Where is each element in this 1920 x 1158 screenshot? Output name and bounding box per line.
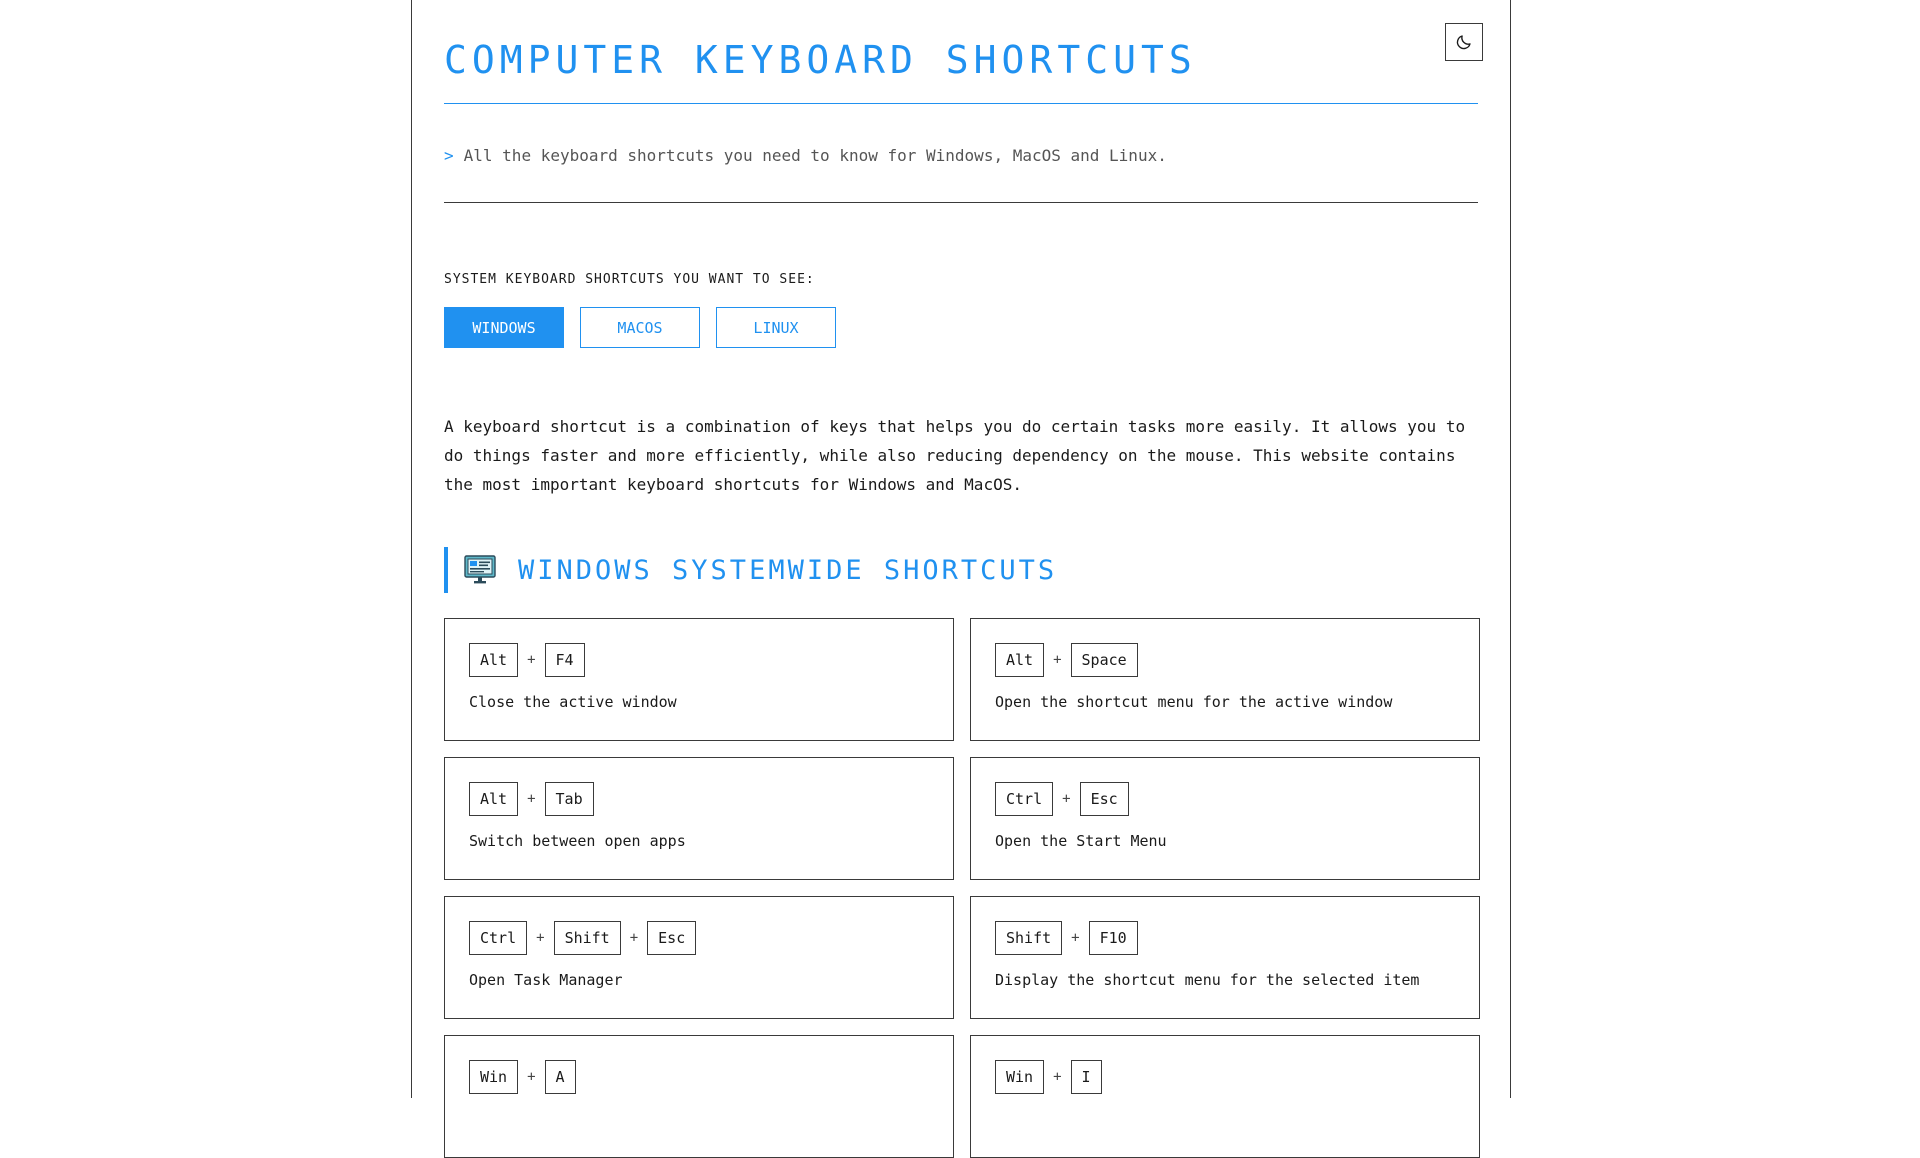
key-cap: Alt: [469, 782, 518, 816]
shortcut-description: Open the shortcut menu for the active window: [995, 693, 1393, 711]
key-cap: Esc: [1080, 782, 1129, 816]
shortcut-card: [444, 618, 954, 741]
key-cap: F10: [1089, 921, 1138, 955]
os-selector-label: SYSTEM KEYBOARD SHORTCUTS YOU WANT TO SEE:: [444, 272, 815, 287]
plus-separator: +: [1053, 1069, 1062, 1085]
key-cap: Esc: [647, 921, 696, 955]
plus-separator: +: [1053, 652, 1062, 668]
page-title: COMPUTER KEYBOARD SHORTCUTS: [444, 38, 1197, 82]
moon-icon: [1455, 33, 1473, 51]
tab-windows[interactable]: WINDOWS: [444, 307, 564, 348]
key-combination: [995, 643, 1455, 677]
key-cap: F4: [545, 643, 585, 677]
key-combination: [469, 921, 929, 955]
title-divider: [444, 103, 1478, 104]
key-cap: Win: [995, 1060, 1044, 1094]
monitor-icon: [464, 555, 496, 585]
plus-separator: +: [527, 1069, 536, 1085]
tab-macos[interactable]: MACOS: [580, 307, 700, 348]
subtitle-divider: [444, 202, 1478, 203]
plus-separator: +: [1062, 791, 1071, 807]
key-cap: Ctrl: [995, 782, 1053, 816]
shortcut-card: [970, 618, 1480, 741]
shortcut-description: Switch between open apps: [469, 832, 686, 850]
key-cap: Space: [1071, 643, 1138, 677]
shortcut-description: Open Task Manager: [469, 971, 623, 989]
plus-separator: +: [527, 791, 536, 807]
shortcut-card: [444, 896, 954, 1019]
shortcut-card: [444, 1035, 954, 1158]
plus-separator: +: [527, 652, 536, 668]
shortcut-grid: [444, 618, 1480, 1158]
theme-toggle-button[interactable]: [1445, 23, 1483, 61]
shortcut-description: Display the shortcut menu for the selected item: [995, 971, 1420, 989]
prompt-symbol: >: [444, 146, 454, 165]
shortcut-description: Close the active window: [469, 693, 677, 711]
plus-separator: +: [536, 930, 545, 946]
plus-separator: +: [1071, 930, 1080, 946]
plus-separator: +: [629, 930, 639, 946]
key-cap: Shift: [554, 921, 621, 955]
shortcut-card: [970, 896, 1480, 1019]
shortcut-description: Open the Start Menu: [995, 832, 1167, 850]
key-cap: I: [1071, 1060, 1102, 1094]
os-selector: [444, 307, 836, 348]
shortcut-card: [970, 1035, 1480, 1158]
key-cap: Alt: [469, 643, 518, 677]
key-combination: [469, 782, 929, 816]
shortcut-card: [444, 757, 954, 880]
key-cap: A: [545, 1060, 576, 1094]
key-cap: Shift: [995, 921, 1062, 955]
key-combination: [469, 643, 929, 677]
key-combination: [469, 1060, 929, 1094]
key-cap: Tab: [545, 782, 594, 816]
page-subtitle: [444, 146, 1167, 165]
section-heading: [444, 547, 1057, 593]
key-cap: Ctrl: [469, 921, 527, 955]
key-cap: Win: [469, 1060, 518, 1094]
key-combination: [995, 1060, 1455, 1094]
page-container: [411, 0, 1511, 1098]
key-combination: [995, 921, 1455, 955]
intro-paragraph: A keyboard shortcut is a combination of keys that helps you do certain tasks more easily. It allows you to do things faster and more efficiently, while also reducing dependency on the mouse. This website contains the most important keyboard shortcuts for Windows and MacOS.: [444, 417, 1466, 494]
tab-linux[interactable]: LINUX: [716, 307, 836, 348]
section-title: WINDOWS SYSTEMWIDE SHORTCUTS: [518, 554, 1058, 586]
shortcut-card: [970, 757, 1480, 880]
key-cap: Alt: [995, 643, 1044, 677]
key-combination: [995, 782, 1455, 816]
subtitle-text: All the keyboard shortcuts you need to know for Windows, MacOS and Linux.: [463, 146, 1167, 165]
